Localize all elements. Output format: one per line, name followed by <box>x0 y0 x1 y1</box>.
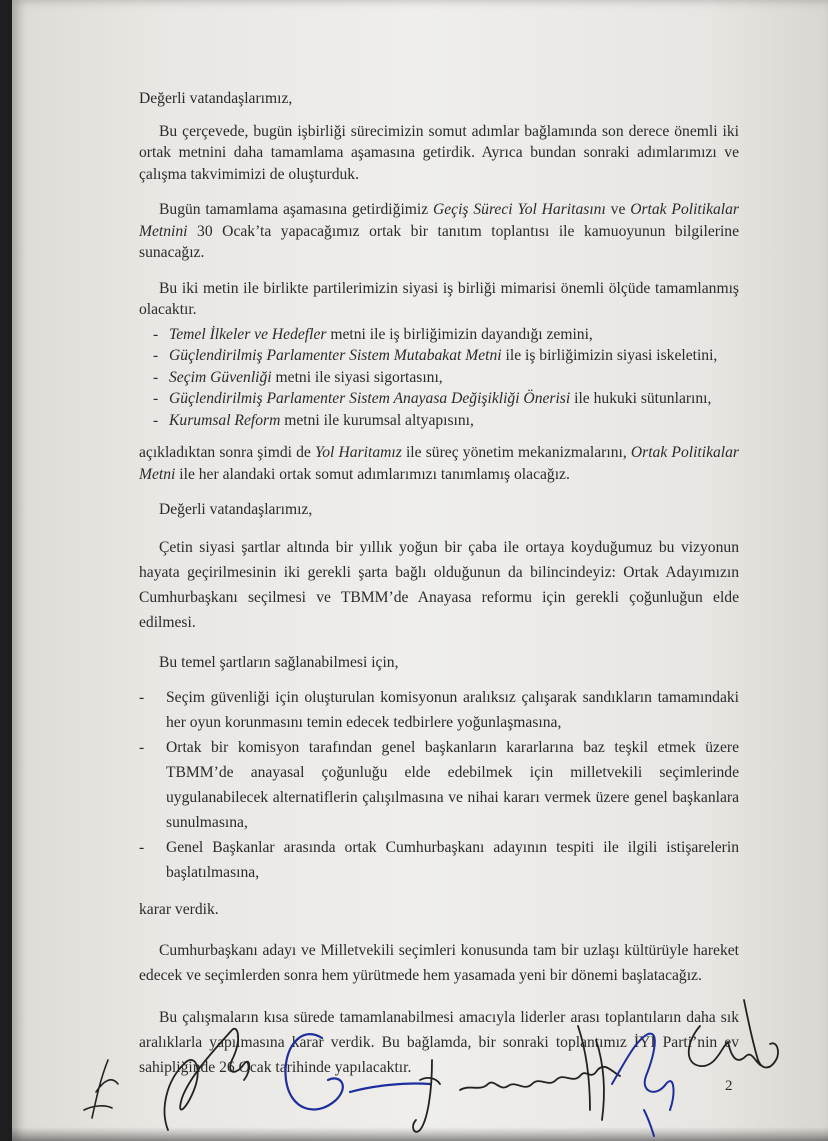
list-item: - Güçlendirilmiş Parlamenter Sistem Anayasa Değişikliği Önerisi ile hukuki sütunlarını, <box>139 388 739 410</box>
signature-2-icon <box>165 1029 250 1130</box>
salutation: Değerli vatandaşlarımız, <box>159 501 313 518</box>
letter-body <box>139 88 739 1080</box>
document-list <box>139 685 739 885</box>
paragraph: Bu temel şartların sağlanabilmesi için, <box>159 653 399 671</box>
list-item: - Temel İlkeler ve Hedefler metni ile iş birliğimizin dayandığı zemini, <box>139 324 739 346</box>
paragraph: Bu çalışmaların kısa sürede tamamlanabilmesi amacıyla liderler arası toplantıların daha sık aralıklarla yapılmasına karar verdik. Bu bağlamda, bir sonraki toplantımız İYİ Parti’nin ev sahipliğinde 26 Ocak tarihinde yapılacaktır. <box>139 1008 739 1076</box>
salutation: Değerli vatandaşlarımız, <box>139 90 293 107</box>
paragraph: karar verdik. <box>139 901 219 918</box>
list-item: - Seçim güvenliği için oluşturulan komisyonun aralıksız çalışarak sandıkların tamamındaki her oyun korunmasını temin edecek tedbirlere yoğunlaşmasına, <box>139 685 739 735</box>
paragraph: Cumhurbaşkanı adayı ve Milletvekili seçimleri konusunda tam bir uzlaşı kültürüyle hareket edecek ve seçimlerden sonra hem yürütmede hem yasamada yeni bir dönemi başlatacağız. <box>139 941 739 984</box>
signature-6-icon <box>689 1000 778 1068</box>
paragraph: Çetin siyasi şartlar altında bir yıllık yoğun bir çaba ile ortaya koyduğumuz bu vizyonun hayata geçirilmesinin iki gerekli şarta bağlı olduğunun da bilincindeyiz: Ortak Adayımızın Cumhurbaşkanı seçilmesi ve TBMM’de Anayasa reformu için gerekli çoğunluğun elde edilmesi. <box>139 538 739 631</box>
list-item: - Seçim Güvenliği metni ile siyasi sigortasını, <box>139 367 739 389</box>
list-item: - Güçlendirilmiş Parlamenter Sistem Mutabakat Metni ile iş birliğimizin siyasi iskeletini, <box>139 345 739 367</box>
paragraph: Bu çerçevede, bugün işbirliği sürecimizin somut adımlar bağlamında son derece önemli iki ortak metnini daha tamamlama aşamasına getirdik. Ayrıca bundan sonraki adımlarımızı ve çalışma takvimimizi de oluşturduk. <box>139 122 739 183</box>
paragraph: Bu iki metin ile birlikte partilerimizin siyasi iş birliği mimarisi önemli ölçüde tamamlanmış olacaktır. <box>139 279 739 318</box>
signature-5-icon <box>612 1034 673 1136</box>
signatures <box>0 980 828 1141</box>
signature-4-icon <box>413 1026 620 1132</box>
paragraph: açıkladıktan sonra şimdi de Yol Haritamız ile süreç yönetim mekanizmalarını, Ortak Politikalar Metni ile her alandaki ortak somut adımlarımızı tanımlamış olacağız. <box>139 444 740 483</box>
paragraph: Bugün tamamlama aşamasına getirdiğimiz Geçiş Süreci Yol Haritasını ve Ortak Politikalar Metnini 30 Ocak’ta yapacağımız ortak bir tanıtım toplantısı ile kamuoyunun bilgilerine sunacağız. <box>139 201 739 261</box>
list-item: - Genel Başkanlar arasında ortak Cumhurbaşkanı adayının tespiti ile ilgili istişarelerin başlatılmasına, <box>139 835 739 885</box>
signature-3-icon <box>285 1034 430 1109</box>
list-item: - Ortak bir komisyon tarafından genel başkanların kararlarına baz teşkil etmek üzere TBMM’de anayasal çoğunluğu elde edebilmek için milletvekili seçimlerinde uygulanabilecek alternatiflerin çalışılmasına ve nihai kararı vermek üzere genel başkanlara sunulmasına, <box>139 735 739 835</box>
signature-1-icon <box>84 1060 118 1118</box>
page-number: 2 <box>725 1078 733 1094</box>
document-list <box>139 324 739 432</box>
list-item: - Kurumsal Reform metni ile kurumsal altyapısını, <box>139 410 739 432</box>
document-page <box>12 0 828 1141</box>
